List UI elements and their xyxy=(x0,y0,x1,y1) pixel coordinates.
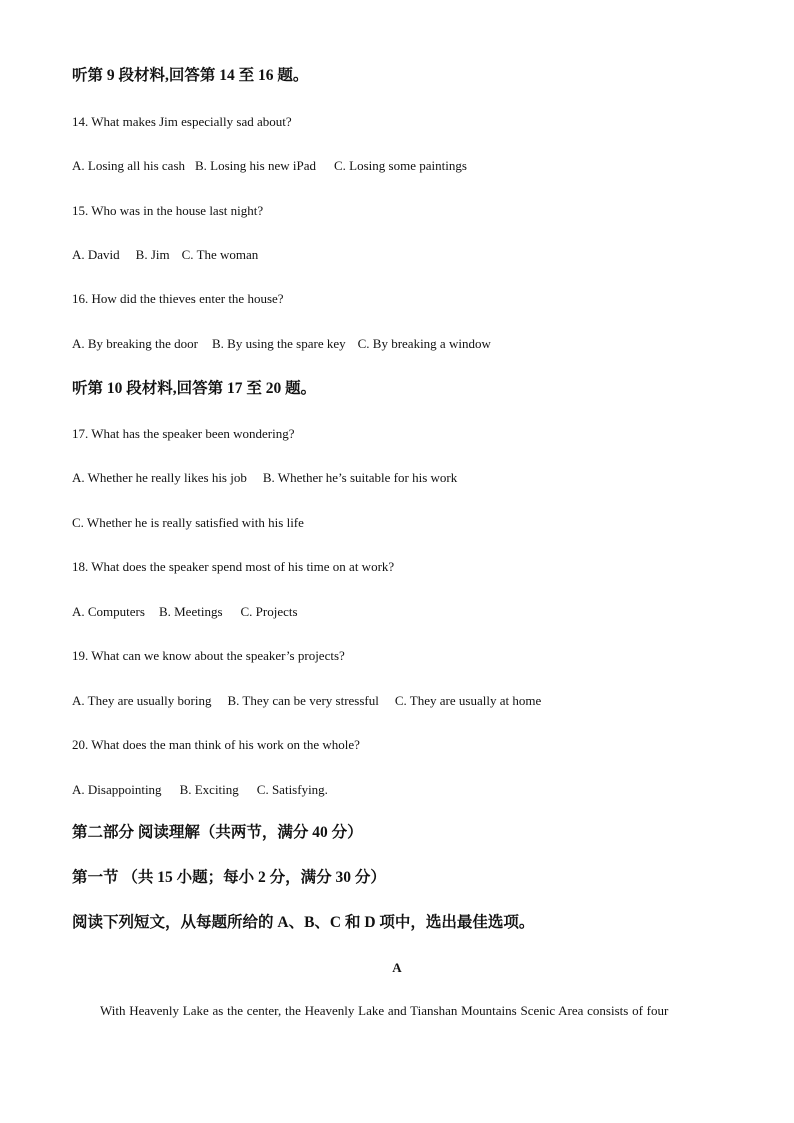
option-17-a: A. Whether he really likes his job xyxy=(72,470,247,485)
part2-instruction: 阅读下列短文，从每题所给的 A、B、C 和 D 项中，选出最佳选项。 xyxy=(72,914,535,931)
option-18-b: B. Meetings xyxy=(158,604,223,619)
options-20 xyxy=(72,782,328,798)
option-18-a: A. Computers xyxy=(72,604,145,619)
question-15: 15. Who was in the house last night? xyxy=(72,203,264,218)
options-17-ab xyxy=(72,470,457,486)
options-14 xyxy=(72,158,467,174)
option-14-c: C. Losing some paintings xyxy=(334,158,467,173)
passage-label: A xyxy=(392,960,402,975)
question-16: 16. How did the thieves enter the house? xyxy=(72,291,284,306)
option-15-b: B. Jim xyxy=(135,247,170,262)
question-20: 20. What does the man think of his work on the whole? xyxy=(72,737,360,752)
option-20-b: B. Exciting xyxy=(179,782,239,797)
option-16-a: A. By breaking the door xyxy=(72,336,199,351)
options-18 xyxy=(72,604,298,620)
option-14-a: A. Losing all his cash xyxy=(72,158,186,173)
option-18-c: C. Projects xyxy=(240,604,298,619)
question-18: 18. What does the speaker spend most of his time on at work? xyxy=(72,559,395,574)
options-16 xyxy=(72,336,491,352)
option-16-b: B. By using the spare key xyxy=(212,336,346,351)
option-17-c: C. Whether he is really satisfied with his life xyxy=(72,515,304,530)
passage-first-line: With Heavenly Lake as the center, the Heavenly Lake and Tianshan Mountains Scenic Area consists of four xyxy=(100,1003,669,1018)
question-19: 19. What can we know about the speaker’s projects? xyxy=(72,648,345,663)
section9-heading: 听第 9 段材料,回答第 14 至 16 题。 xyxy=(72,67,309,84)
option-19-c: C. They are usually at home xyxy=(394,693,542,708)
option-15-a: A. David xyxy=(72,247,120,262)
option-14-b: B. Losing his new iPad xyxy=(195,158,316,173)
option-20-c: C. Satisfying. xyxy=(256,782,328,797)
option-17-b: B. Whether he’s suitable for his work xyxy=(262,470,458,485)
part2-section1: 第一节 （共 15 小题；每小 2 分，满分 30 分） xyxy=(72,869,386,886)
option-19-b: B. They can be very stressful xyxy=(227,693,379,708)
section10-heading: 听第 10 段材料,回答第 17 至 20 题。 xyxy=(72,380,317,397)
options-15 xyxy=(72,247,258,263)
part2-title: 第二部分 阅读理解（共两节，满分 40 分） xyxy=(72,824,363,841)
option-16-c: C. By breaking a window xyxy=(357,336,491,351)
option-15-c: C. The woman xyxy=(181,247,259,262)
options-19 xyxy=(72,693,541,709)
option-19-a: A. They are usually boring xyxy=(72,693,212,708)
option-20-a: A. Disappointing xyxy=(72,782,162,797)
question-14: 14. What makes Jim especially sad about? xyxy=(72,114,292,129)
question-17: 17. What has the speaker been wondering? xyxy=(72,426,295,441)
